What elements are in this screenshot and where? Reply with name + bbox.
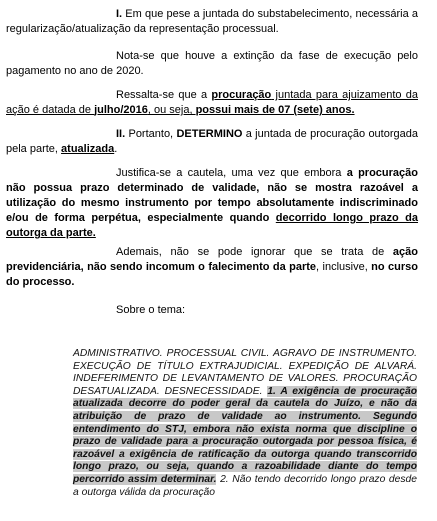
paragraph-1: [6, 7, 418, 37]
paragraph-text: Justifica-se a cautela, uma vez que embora: [116, 167, 347, 179]
paragraph-2: [6, 49, 418, 79]
paragraph-6: [6, 245, 418, 290]
paragraph-text: , inclusive,: [316, 261, 372, 273]
paragraph-text: Ressalta-se que a: [116, 89, 212, 101]
paragraph-text: Sobre o tema:: [116, 304, 186, 316]
paragraph-text: Em que pese a juntada do substabelecimento, necessária a regularização/atualização da representação processual.: [6, 8, 418, 35]
citation-heading: ADMINISTRATIVO. PROCESSUAL CIVIL. AGRAVO DE INSTRUMENTO. EXECUÇÃO DE TÍTULO EXTRAJUDICIAL. EXPEDIÇÃO DE ALVARÁ. INDEFERIMENTO DE LEVANTAMENTO DE VALORES. PROCURAÇÃO DESATUALIZADA. DESNECESSIDADE.: [73, 348, 417, 397]
paragraph-5: [6, 166, 418, 241]
highlighted-text: 1. A exigência de procuração atualizada decorre do poder geral da cautela do Juízo, e não da atribuição de prazo de validade ao instrumento. Segundo entendimento do STJ, embora não exista norma que discipline o prazo de validade para a procuração outorgada por pessoa física, é razoável a exigência de ratificação da outorga quando transcorrido longo prazo, ou seja, quando a razoabilidade diante do tempo percorrido assim determinar.: [73, 385, 417, 485]
emphasis-text: ação previdenciária, não sendo incomum o falecimento da parte: [6, 246, 418, 273]
paragraph-text: .: [114, 143, 118, 155]
underlined-text: , ou seja,: [147, 104, 196, 116]
paragraph-text: Nota-se que houve a extinção da fase de execução pelo pagamento no ano de 2020.: [6, 50, 418, 77]
emphasis-text: procuração: [211, 89, 272, 101]
citation-text: 2. Não tendo decorrido longo prazo desde a outorga válida da procuração: [73, 473, 417, 498]
emphasis-text: atualizada: [61, 143, 115, 155]
paragraph-4: [6, 127, 418, 157]
emphasis-text: possui mais de 07 (sete) anos.: [195, 104, 355, 116]
emphasis-text: DETERMINO: [176, 128, 243, 140]
paragraph-text: Ademais, não se pode ignorar que se trata de: [116, 246, 393, 258]
emphasis-text: a procuração não possua prazo determinado de validade, não se mostra razoável a utilização do mesmo instrumento por tempo absolutamente indiscriminado e/ou de forma perpétua, especialmente quando: [6, 167, 418, 224]
emphasis-text: no curso do processo.: [6, 261, 418, 288]
paragraph-text: Portanto,: [125, 128, 177, 140]
paragraph-number: I.: [116, 8, 123, 20]
paragraph-text: a juntada de procuração outorgada pela parte,: [6, 128, 418, 155]
underlined-text: juntada para ajuizamento da ação é datada de: [6, 89, 418, 116]
citation-block: [73, 348, 417, 499]
paragraph-3: [6, 88, 418, 118]
paragraph-number: II.: [116, 128, 126, 140]
emphasis-text: decorrido longo prazo da outorga da parte.: [6, 212, 419, 239]
paragraph-7: [6, 303, 418, 318]
emphasis-text: julho/2016: [94, 104, 148, 116]
